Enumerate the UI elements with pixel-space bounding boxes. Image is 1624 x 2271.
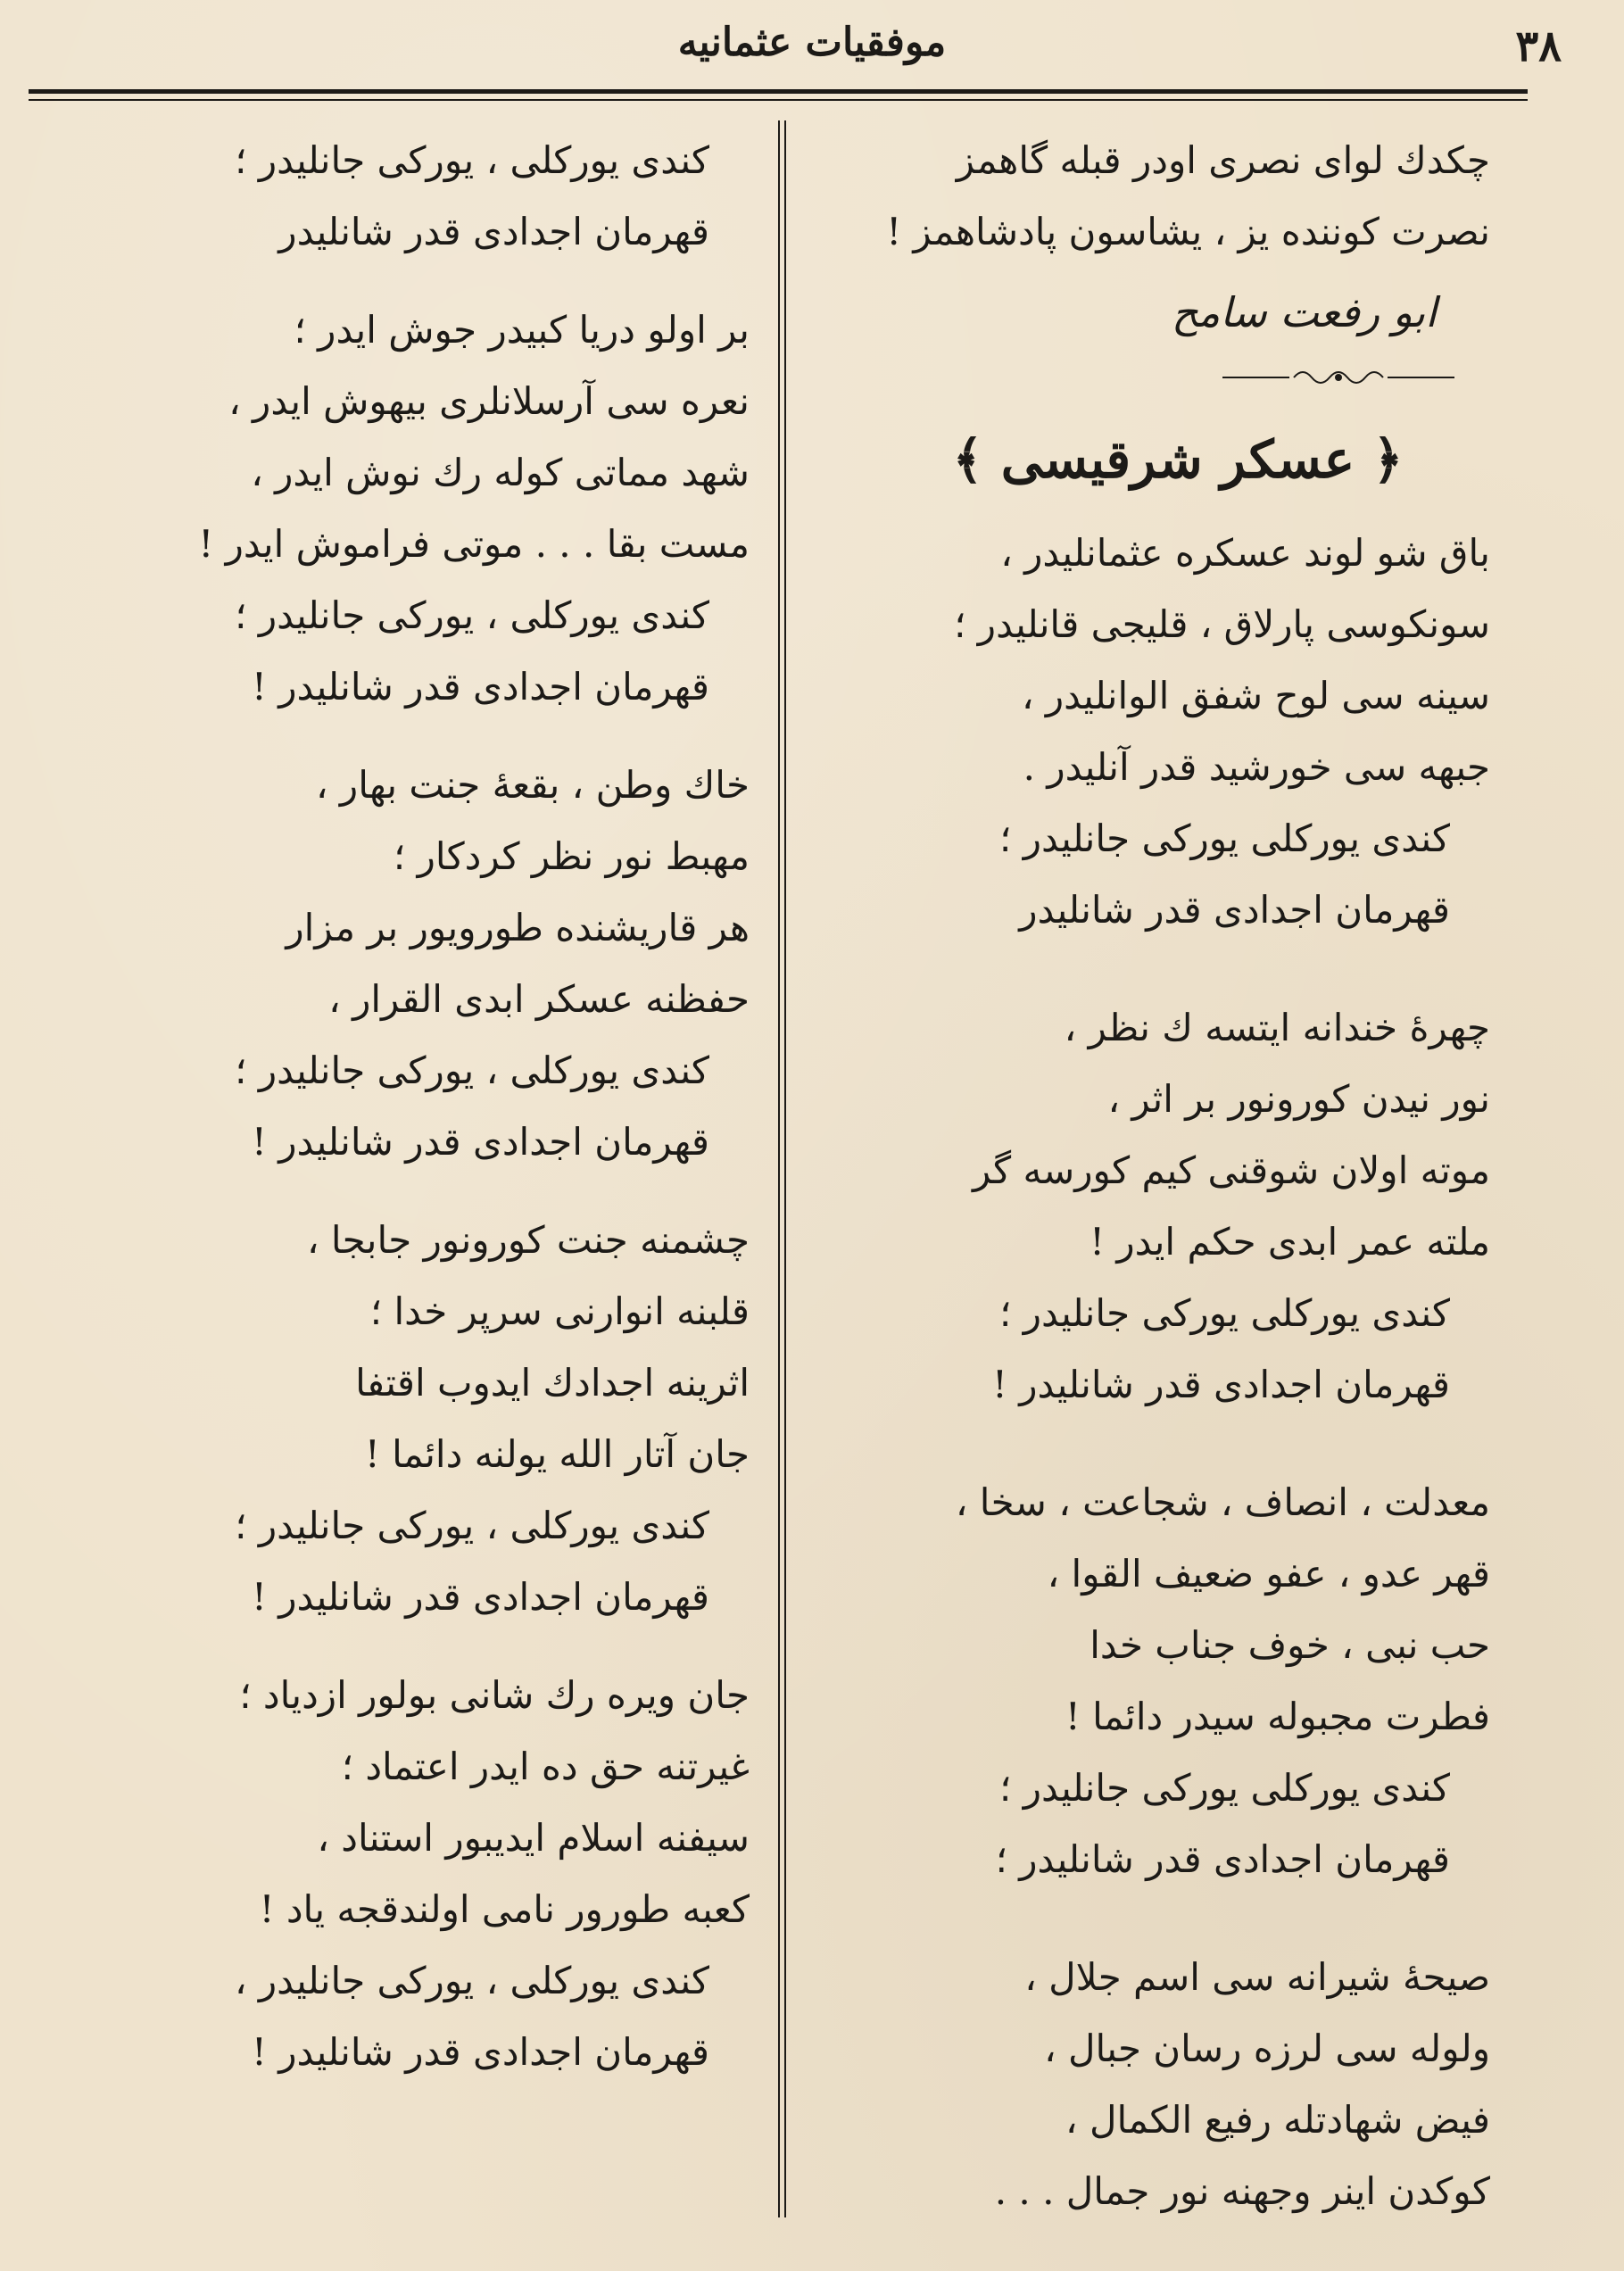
author-signature: ابو رفعت سامح	[1171, 288, 1437, 336]
verse-line: حفظنه عسكر ابدى القرار ،	[328, 977, 750, 1021]
refrain-line: كندى يوركلى يوركى جانليدر ؛	[999, 1766, 1450, 1810]
verse-line: كعبه طورور نامى اولندقجه ياد !	[259, 1887, 750, 1931]
refrain-line: كندى يوركلى ، يوركى جانليدر ؛	[235, 138, 709, 182]
refrain-line: كندى يوركلى ، يوركى جانليدر ؛	[235, 593, 709, 637]
verse-line: شهد مماتى كوله رك نوش ايدر ،	[251, 451, 750, 494]
verse-line: چشمنه جنت كورونور جابجا ،	[306, 1218, 750, 1262]
header-rule-thin	[29, 99, 1528, 101]
right-column	[886, 125, 1490, 2227]
refrain-line: قهرمان اجدادى قدر شانليدر	[1019, 888, 1450, 932]
verse-line: جان ويره رك شانى بولور ازدياد ؛	[239, 1673, 750, 1717]
verse-line: اثرينه اجدادك ايدوب اقتفا	[355, 1361, 750, 1405]
header-rule	[29, 89, 1528, 94]
refrain-line: قهرمان اجدادى قدر شانليدر ؛	[995, 1837, 1450, 1881]
column-divider-inner	[784, 120, 786, 2217]
verse-line: سيفنه اسلام ايديبور استناد ،	[317, 1816, 750, 1860]
refrain-line: قهرمان اجدادى قدر شانليدر !	[252, 1575, 709, 1619]
verse-line: قهر عدو ، عفو ضعيف القوا ،	[1047, 1552, 1490, 1596]
verse-line: فيض شهادتله رفيع الكمال ،	[1065, 2098, 1490, 2142]
verse-line: معدلت ، انصاف ، شجاعت ، سخا ،	[955, 1480, 1490, 1524]
verse-line: باق شو لوند عسكره عثمانليدر ،	[1000, 531, 1490, 575]
verse-line: جبهه سى خورشيد قدر آنليدر .	[1023, 745, 1490, 789]
ornament-icon	[1222, 364, 1454, 391]
column-divider	[778, 120, 780, 2217]
ornament-divider	[919, 357, 1490, 402]
refrain-line: كندى يوركلى ، يوركى جانليدر ؛	[235, 1504, 709, 1547]
refrain-line: قهرمان اجدادى قدر شانليدر	[278, 210, 709, 253]
page-number: ٣٨	[1515, 21, 1562, 71]
verse-line: سونكوسى پارلاق ، قليجى قانليدر ؛	[954, 602, 1490, 646]
verse-line: چكدك لواى نصرى اودر قبله گاهمز	[956, 138, 1490, 182]
verse-line: فطرت مجبوله سيدر دائما !	[1065, 1695, 1490, 1738]
verse-line: بر اولو دريا كبيدر جوش ايدر ؛	[294, 308, 750, 352]
refrain-line: كندى يوركلى ، يوركى جانليدر ،	[234, 1959, 709, 2002]
verse-line: كوكدن اينر وجهنه نور جمال . . .	[994, 2169, 1490, 2213]
verse-line: نور نيدن كورونور بر اثر ،	[1107, 1077, 1490, 1121]
running-title: موفقيات عثمانيه	[677, 20, 947, 65]
refrain-line: كندى يوركلى ، يوركى جانليدر ؛	[235, 1048, 709, 1092]
verse-line: ملته عمر ابدى حكم ايدر !	[1090, 1220, 1490, 1264]
refrain-line: قهرمان اجدادى قدر شانليدر !	[252, 1120, 709, 1164]
left-column	[107, 125, 750, 2088]
verse-line: مهبط نور نظر كردكار ؛	[393, 834, 750, 878]
verse-line: نصرت كوننده يز ، يشاسون پادشاهمز !	[886, 210, 1490, 253]
refrain-line: قهرمان اجدادى قدر شانليدر !	[252, 665, 709, 709]
poem-title: ﴿ عسكر شرقيسى ﴾	[952, 429, 1404, 490]
verse-line: جان آتار الله يولنه دائما !	[364, 1432, 750, 1476]
verse-line: حب نبى ، خوف جناب خدا	[1090, 1623, 1490, 1667]
refrain-line: قهرمان اجدادى قدر شانليدر !	[992, 1363, 1450, 1406]
verse-line: غيرتنه حق ده ايدر اعتماد ؛	[341, 1745, 750, 1788]
verse-line: هر قاريشنده طورويور بر مزار	[286, 906, 750, 949]
verse-line: قلبنه انوارنى سرپر خدا ؛	[369, 1289, 750, 1333]
refrain-line: كندى يوركلى يوركى جانليدر ؛	[999, 1291, 1450, 1335]
verse-line: موته اولان شوقنى كيم كورسه گر	[972, 1148, 1490, 1192]
refrain-line: قهرمان اجدادى قدر شانليدر !	[252, 2030, 709, 2074]
verse-line: سينه سى لوح شفق الوانليدر ،	[1021, 674, 1490, 717]
verse-line: مست بقا . . . موتى فراموش ايدر !	[198, 522, 750, 566]
verse-line: چهرۀ خندانه ايتسه ك نظر ،	[1064, 1006, 1490, 1049]
verse-line: ولوله سى لرزه رسان جبال ،	[1044, 2026, 1490, 2070]
refrain-line: كندى يوركلى يوركى جانليدر ؛	[999, 816, 1450, 860]
verse-line: صيحۀ شيرانه سى اسم جلال ،	[1024, 1955, 1490, 1999]
verse-line: نعره سى آرسلانلرى بيهوش ايدر ،	[228, 379, 750, 423]
verse-line: خاك وطن ، بقعۀ جنت بهار ،	[316, 763, 750, 807]
